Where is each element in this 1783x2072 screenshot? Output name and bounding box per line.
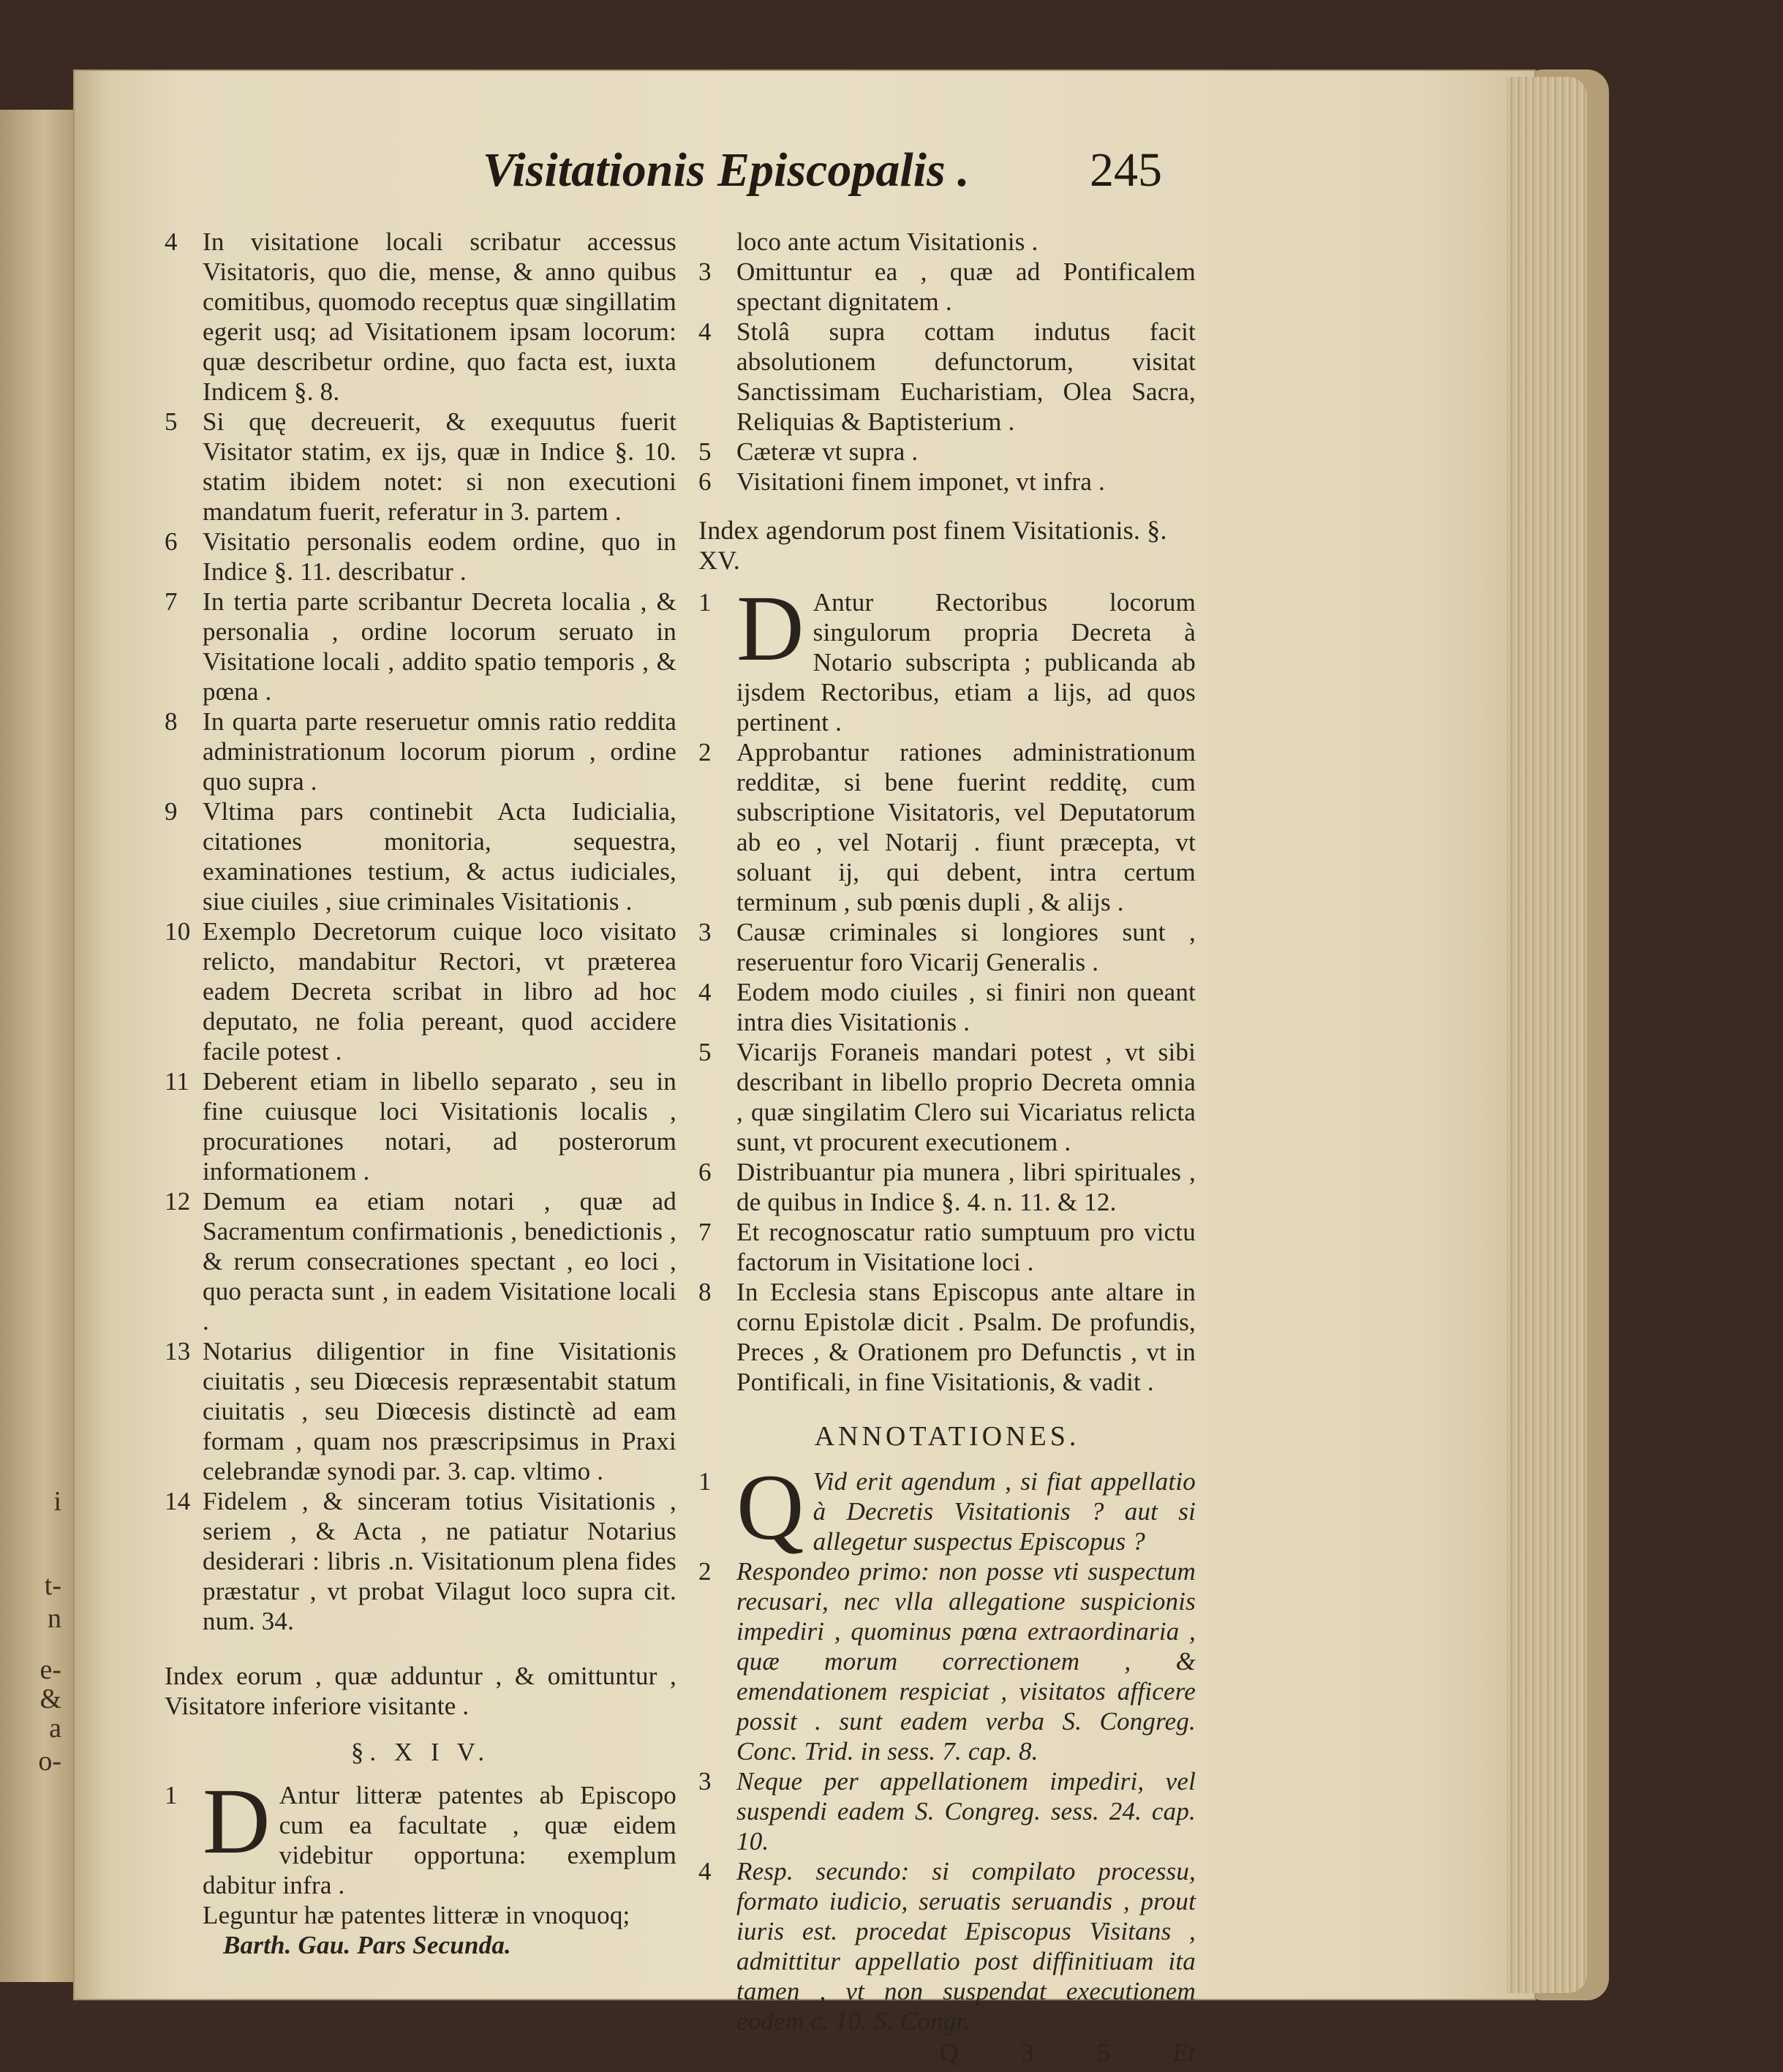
item-text: Stolâ supra cottam indutus facit absolutionem defunctorum, visitat Sanctissimam Eucharistiam, Olea Sacra, Reliquias & Baptisterium . [736,317,1196,436]
list-item [165,916,676,1066]
list-item [165,227,676,407]
index-heading-xv: Index agendorum post finem Visitationis. §. XV. [698,516,1167,575]
item-text: Notarius diligentior in fine Visitationis ciuitatis , seu Diœcesis repræsentabit statum ciuitatis , seu Diœcesis distinctè ad eam formam , quam nos præscripsimus in Praxi celebrandæ synodi par. 3. cap. vltimo . [203,1337,676,1485]
continuation-line: loco ante actum Visitationis . [736,227,1038,256]
item-text: Resp. secundo: si compilato processu, formato iudicio, seruatis seruandis , prout iuris est. procedat Episcopus Visitans , admittitur appellatio post diffinitiuam ita tamen , vt non suspendat executionem eodem c. 10. S. Congr. [736,1857,1196,2035]
signature-number: 3 [1021,2038,1035,2067]
item-text: Demum ea etiam notari , quæ ad Sacramentum confirmationis , benedictionis , & rerum consecrationes spectant , eo loci , quo peracta sunt , in eadem Visitatione locali . [203,1187,676,1336]
item-text: Vid erit agendum , si fiat appellatio à Decretis Visitationis ? aut si allegetur suspectus Episcopus ? [813,1467,1196,1556]
item-number: 9 [165,797,178,826]
item-number: 1 [698,588,712,617]
list-item [165,1769,676,1900]
annotations-heading: ANNOTATIONES. [814,1421,1080,1452]
item-text: Antur Rectoribus locorum singulorum propria Decreta à Notario subscripta ; publicanda ab ijsdem Rectoribus, etiam a lijs, ad quos pertinent . [736,588,1196,736]
margin-fragment: i [53,1486,61,1517]
item-number: 4 [698,317,712,346]
margin-fragment: a [49,1713,61,1744]
item-number: 12 [165,1187,191,1216]
item-text: In tertia parte scribantur Decreta localia , & personalia , ordine locorum seruato in Visitatione locali , addito spatio temporis , & pœna . [203,587,676,706]
list-item [165,527,676,587]
item-text: Neque per appellationem impediri, vel suspendi eadem S. Congreg. sess. 24. cap. 10. [736,1767,1196,1856]
item-text: Visitatio personalis eodem ordine, quo in Indice §. 11. describatur . [203,527,676,586]
catchword: Et [1172,2038,1196,2067]
item-number: 4 [698,1857,712,1885]
right-column [698,227,1196,2068]
page-number: 245 [1090,143,1162,197]
item-number: 8 [698,1278,712,1306]
item-text: Exemplo Decretorum cuique loco visitato relicto, mandabitur Rectori, vt præterea eadem Decreta scribat in libro ad hoc deputato, ne folia pereant, quod accidere facile potest . [203,917,676,1066]
item-number: 6 [698,1158,712,1186]
list-item [698,437,1196,467]
item-number: 6 [698,467,712,496]
item-body [203,1769,676,1900]
item-number: 2 [698,738,712,766]
item-number: 11 [165,1067,190,1096]
item-number: 1 [698,1467,712,1496]
list-item [165,707,676,796]
list-item [165,1186,676,1336]
list-item [698,737,1196,917]
list-item [698,317,1196,437]
list-item [165,1486,676,1636]
list-item [698,257,1196,317]
list-item [698,977,1196,1037]
item-number: 5 [165,407,178,436]
item-text: Causæ criminales si longiores sunt , reseruentur foro Vicarij Generalis . [736,918,1196,976]
list-item [165,1336,676,1486]
margin-fragment: & [39,1684,61,1714]
list-item [165,587,676,707]
list-item [698,1856,1196,2036]
list-item [698,1277,1196,1397]
list-item [698,1455,1196,1559]
page-stack-edges [1507,77,1587,1993]
margin-fragment: n [48,1603,61,1634]
item-number: 5 [698,1038,712,1066]
signature-line: Barth. Gau. Pars Secunda. [223,1931,511,1959]
item-number: 7 [165,587,178,616]
item-body [736,576,1196,737]
left-column [165,227,676,1960]
item-number: 3 [698,1767,712,1796]
item-number: 14 [165,1487,191,1515]
list-item [165,407,676,527]
margin-fragment: e- [39,1654,61,1685]
previous-page-edge [0,110,73,1982]
item-number: 4 [165,227,178,256]
list-item [698,467,1196,497]
index-heading-xiv: Index eorum , quæ adduntur , & omittuntur , Visitatore inferiore visitante . [165,1662,676,1720]
list-item [165,796,676,916]
item-number: 3 [698,257,712,286]
item-text: Antur litteræ patentes ab Episcopo cum ea facultate , quæ eidem videbitur opportuna: exemplum dabitur infra . [203,1781,676,1899]
running-head [483,143,1214,201]
signature-number-b: 5 [1096,2038,1110,2067]
list-item [165,1066,676,1186]
item-number: 13 [165,1337,191,1365]
item-text: Et recognoscatur ratio sumptuum pro victu factorum in Visitatione loci . [736,1218,1196,1276]
list-item [698,1037,1196,1157]
list-item [698,917,1196,977]
list-item [698,1157,1196,1217]
item-text: Approbantur rationes administrationum redditæ, si bene fuerint redditę, cum subscriptione Visitatoris, vel Deputatorum ab eo , vel Notarij . fiunt præcepta, vt soluant ij, qui debent, intra certum terminum , sub pœnis dupli , & alijs . [736,738,1196,916]
list-item [698,1217,1196,1277]
catchline [698,2038,1196,2068]
trailing-line: Leguntur hæ patentes litteræ in vnoquoq; [203,1901,630,1929]
item-number: 1 [165,1781,178,1809]
item-text: Fidelem , & sinceram totius Visitationis , seriem , & Acta , ne patiatur Notarius desiderari : libris .n. Visitationum plena fides præstatur , vt probat Vilagut loco supra cit. num. 34. [203,1487,676,1635]
item-number: 5 [698,437,712,466]
item-body [736,1455,1196,1559]
item-text: Distribuantur pia munera , libri spirituales , de quibus in Indice §. 4. n. 11. & 12. [736,1158,1196,1216]
item-text: Respondeo primo: non posse vti suspectum recusari, nec vlla allegatione suspicionis impediri , quominus pœna extraordinaria , quæ morum correctionem , & emendationem respiciat , visitatos afficere possit . sunt eadem verba S. Congreg. Conc. Trid. in sess. 7. cap. 8. [736,1557,1196,1766]
item-number: 2 [698,1557,712,1586]
list-item [698,1556,1196,1766]
item-text: Eodem modo ciuiles , si finiri non queant intra dies Visitationis . [736,978,1196,1036]
item-text: Cæteræ vt supra . [736,437,919,466]
signature-mark: Q [940,2038,959,2067]
item-number: 7 [698,1218,712,1246]
item-text: Vicarijs Foraneis mandari potest , vt sibi describant in libello proprio Decreta omnia , quæ singilatim Clero sui Vicariatus relicta sunt, vt procurent executionem . [736,1038,1196,1156]
list-item [698,1766,1196,1856]
item-number: 10 [165,917,191,946]
item-text: Vltima pars continebit Acta Iudicialia, citationes monitoria, sequestra, examinationes testium, & actus iudiciales, siue ciuiles , siue criminales Visitationis . [203,797,676,916]
item-number: 6 [165,527,178,556]
item-text: Si quę decreuerit, & exequutus fuerit Visitator statim, ex ijs, quæ in Indice §. 10. statim ibidem notet: si non executioni mandatum fuerit, referatur in 3. partem . [203,407,676,526]
drop-cap: Q [736,1455,804,1559]
section-number: §. X I V. [350,1738,491,1766]
item-text: In quarta parte reseruetur omnis ratio reddita administrationum locorum piorum , ordine quo supra . [203,707,676,796]
item-text: Deberent etiam in libello separato , seu in fine cuiusque loci Visitationis localis , procurationes notari, ad posterorum informationem . [203,1067,676,1186]
margin-fragment: t- [44,1570,61,1601]
drop-cap: D [203,1769,271,1873]
item-text: Visitationi finem imponet, vt infra . [736,467,1105,496]
item-number: 8 [165,707,178,736]
item-text: Omittuntur ea , quæ ad Pontificalem spectant dignitatem . [736,257,1196,316]
running-title: Visitationis Episcopalis . [483,143,970,197]
item-number: 4 [698,978,712,1006]
item-text: In Ecclesia stans Episcopus ante altare in cornu Epistolæ dicit . Psalm. De profundis, Preces , & Orationem pro Defunctis , vt in Pontificali, in fine Visitationis, & vadit . [736,1278,1196,1396]
item-number: 3 [698,918,712,946]
list-item [698,576,1196,737]
item-text: In visitatione locali scribatur accessus Visitatoris, quo die, mense, & anno quibus comitibus, quomodo receptus quæ singillatim egerit usq; ad Visitationem ipsam locorum: quæ describetur ordine, quo facta est, iuxta Indicem §. 8. [203,227,676,406]
drop-cap: D [736,576,804,680]
margin-fragment: o- [38,1746,61,1777]
